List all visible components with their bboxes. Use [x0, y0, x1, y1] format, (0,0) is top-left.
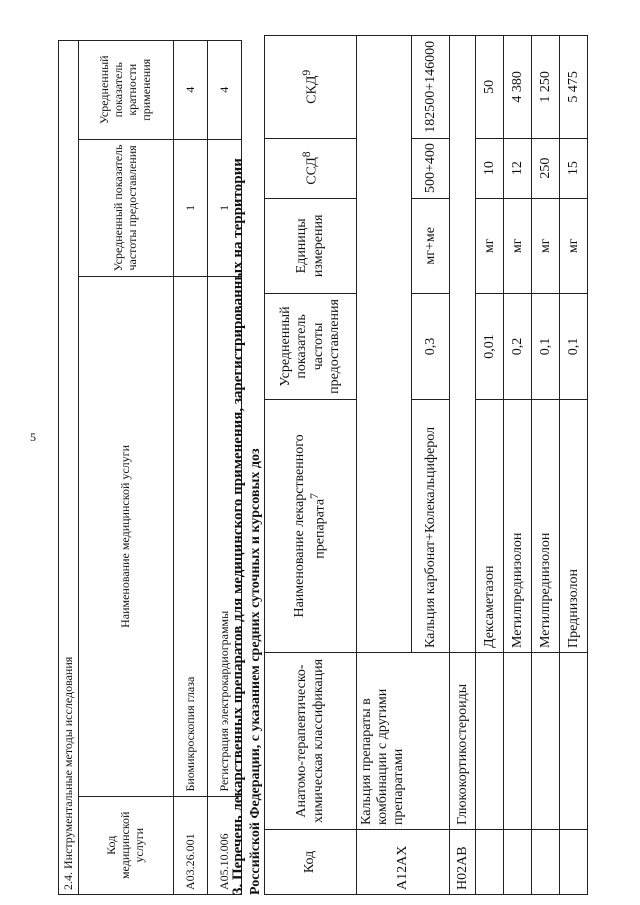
group-code: H02AB [450, 829, 476, 894]
drug-name: Преднизолон [560, 399, 588, 652]
section-3-subtitle: Российской Федерации, с указанием средних суточных и курсовых доз [248, 448, 263, 895]
instrumental-methods-table [58, 40, 242, 895]
header-skd: СКД$^9$ [265, 36, 357, 139]
drug-unit: мг [560, 198, 588, 294]
section-3-heading [230, 35, 264, 895]
table-row [532, 36, 560, 895]
header-code: Код медицинской услуги [79, 796, 174, 894]
drug-frequency: 0,1 [532, 294, 560, 400]
header-frequency: Усредненный показатель частоты предоставления [79, 139, 174, 277]
group-spacer [450, 36, 476, 653]
service-frequency: 1 [174, 139, 208, 277]
drug-skd: 50 [476, 36, 504, 139]
service-multiplicity: 4 [174, 41, 208, 140]
group-atc-name: Глюкокортикостероиды [450, 653, 476, 830]
group-atc-name: Кальция препараты в комбинации с другими препаратами [357, 653, 450, 830]
drug-skd: 182500+146000 [412, 36, 450, 139]
empty-cell [560, 829, 588, 894]
drug-name: Метилпреднизолон [504, 399, 532, 652]
empty-cell [504, 653, 532, 830]
drug-ssd: 12 [504, 138, 532, 198]
drug-frequency: 0,1 [560, 294, 588, 400]
group-row [450, 36, 476, 895]
header-code: Код [265, 829, 357, 894]
drug-name: Метилпреднизолон [532, 399, 560, 652]
service-code: A05.10.006 [208, 796, 242, 894]
drug-unit: мг+ме [412, 198, 450, 294]
empty-cell [532, 829, 560, 894]
service-name: Биомикроскопия глаза [174, 277, 208, 796]
table-row [560, 36, 588, 895]
empty-cell [532, 653, 560, 830]
empty-cell [504, 829, 532, 894]
drug-name: Дексаметазон [476, 399, 504, 652]
table-header-row [265, 36, 357, 895]
service-multiplicity: 4 [208, 41, 242, 140]
table-row [476, 36, 504, 895]
drug-ssd: 15 [560, 138, 588, 198]
drug-name: Кальция карбонат+Колекальциферол [412, 399, 450, 652]
service-name: Регистрация электрокардиограммы [208, 277, 242, 796]
header-drug: Наименование лекарственного препарата$^7$ [265, 399, 357, 652]
empty-cell [476, 829, 504, 894]
header-multiplicity: Усредненный показатель кратности применения [79, 41, 174, 140]
drug-frequency: 0,01 [476, 294, 504, 400]
drug-ssd: 10 [476, 138, 504, 198]
header-atc: Анатомо-терапевтическо-химическая классификация [265, 653, 357, 830]
table-row [504, 36, 532, 895]
empty-cell [476, 653, 504, 830]
drug-unit: мг [532, 198, 560, 294]
group-row [357, 36, 412, 895]
header-name: Наименование медицинской услуги [79, 277, 174, 796]
header-frequency: Усредненный показатель частоты предоставления [265, 294, 357, 400]
drug-ssd: 250 [532, 138, 560, 198]
drug-frequency: 0,2 [504, 294, 532, 400]
drug-skd: 1 250 [532, 36, 560, 139]
section-caption: 2.4. Инструментальные методы исследования [59, 41, 79, 895]
header-ssd: ССД$^8$ [265, 138, 357, 198]
table-caption-row [59, 41, 79, 895]
drug-unit: мг [504, 198, 532, 294]
group-code: A12AX [357, 829, 450, 894]
drug-skd: 5 475 [560, 36, 588, 139]
service-frequency: 1 [208, 139, 242, 277]
section-3-title: 3. Перечень лекарственных препаратов для медицинского применения, зарегистрированных на территории [230, 158, 246, 895]
page-number: 5 [30, 430, 36, 444]
service-code: A03.26.001 [174, 796, 208, 894]
drug-frequency: 0,3 [412, 294, 450, 400]
empty-cell [560, 653, 588, 830]
header-unit: Единицы измерения [265, 198, 357, 294]
medications-table [264, 35, 588, 895]
drug-ssd: 500+400 [412, 138, 450, 198]
table-header-row [79, 41, 174, 895]
drug-unit: мг [476, 198, 504, 294]
drug-skd: 4 380 [504, 36, 532, 139]
group-spacer [357, 36, 412, 653]
table-row [174, 41, 208, 895]
